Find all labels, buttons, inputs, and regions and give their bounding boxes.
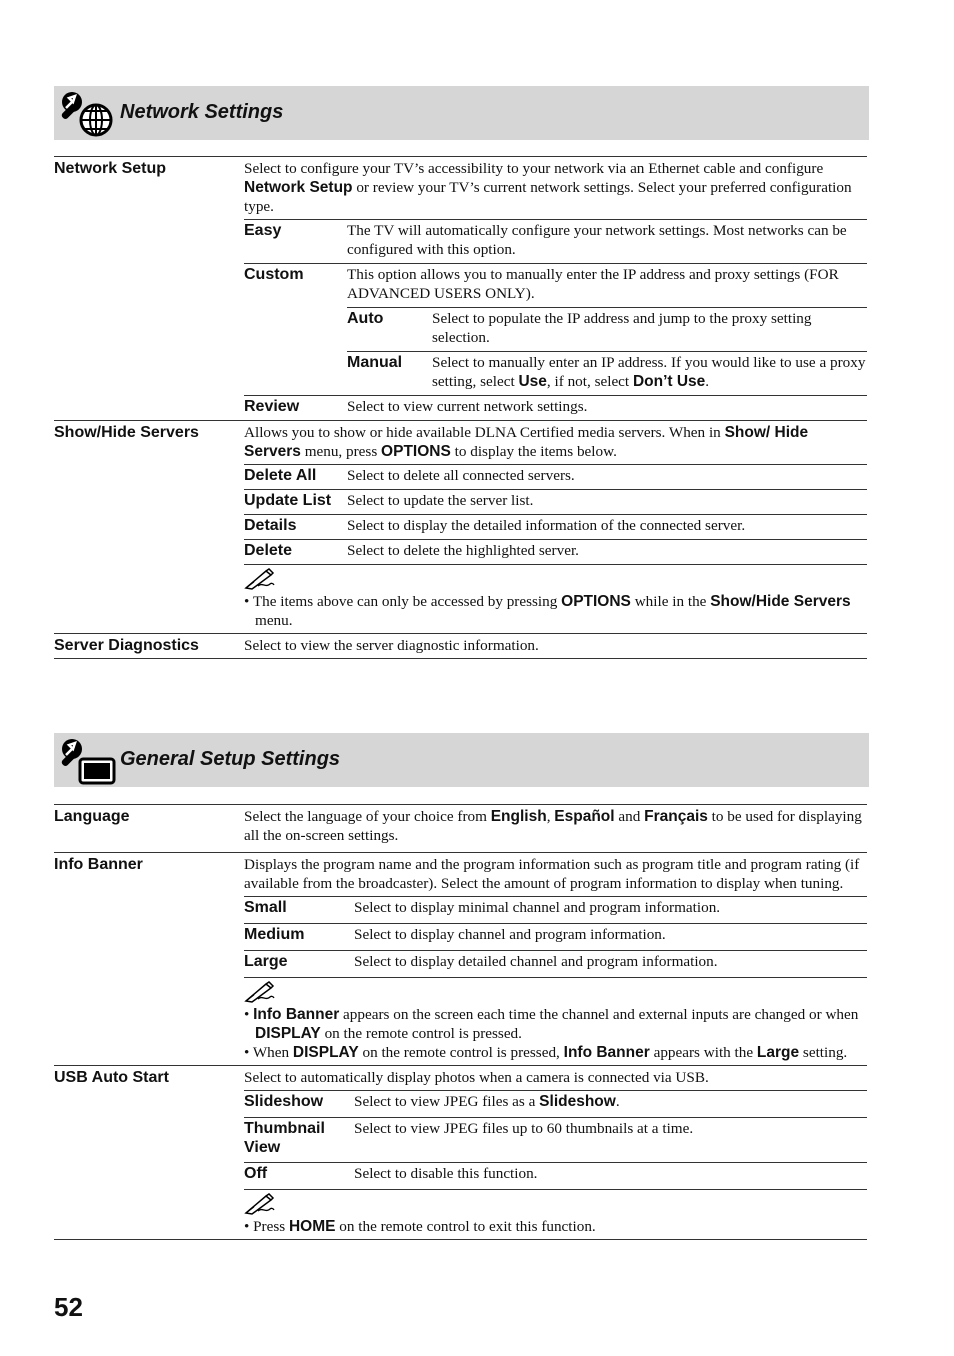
- delete-all-desc: Select to delete all connected servers.: [347, 467, 575, 484]
- info-banner-note: [244, 977, 867, 1065]
- large-desc: Select to display detailed channel and program information.: [354, 953, 718, 970]
- network-settings-table: [54, 156, 867, 659]
- usb-auto-start-label: USB Auto Start: [54, 1069, 169, 1086]
- auto-label: Auto: [347, 310, 384, 327]
- manual-desc: Select to manually enter an IP address. If you would like to use a proxy setting, select Use, if not, select Don’t Use.: [432, 354, 866, 390]
- language-label: Language: [54, 808, 130, 825]
- server-diagnostics-label: Server Diagnostics: [54, 637, 199, 654]
- update-list-desc: Select to update the server list.: [347, 492, 534, 509]
- language-desc: Select the language of your choice from English, Español and Français to be used for displaying all the on-screen settings.: [244, 808, 862, 844]
- note-pen-icon: [244, 568, 867, 592]
- info-banner-note-2: • When DISPLAY on the remote control is pressed, Info Banner appears with the Large setting.: [244, 1044, 848, 1061]
- info-banner-desc: Displays the program name and the program information such as program title and program rating (if available from the broadcaster). Select the amount of program information to display when tuning.: [244, 856, 860, 892]
- show-hide-servers-row: [54, 420, 867, 633]
- update-list-row: [244, 489, 867, 514]
- auto-row: [347, 307, 867, 351]
- details-row: [244, 514, 867, 539]
- auto-desc: Select to populate the IP address and jump to the proxy setting selection.: [432, 310, 812, 346]
- custom-row: [244, 263, 867, 395]
- network-setup-label: Network Setup: [54, 160, 167, 177]
- review-label: Review: [244, 398, 300, 415]
- manual-row: [347, 351, 867, 395]
- usb-note: [244, 1189, 867, 1239]
- medium-label: Medium: [244, 926, 305, 943]
- general-setup-table: [54, 804, 867, 1240]
- delete-desc: Select to delete the highlighted server.: [347, 542, 579, 559]
- slideshow-label: Slideshow: [244, 1093, 324, 1110]
- details-desc: Select to display the detailed information of the connected server.: [347, 517, 746, 534]
- server-diagnostics-desc: Select to view the server diagnostic information.: [244, 637, 539, 654]
- slideshow-row: [244, 1090, 867, 1117]
- update-list-label: Update List: [244, 492, 332, 509]
- thumbnail-view-label: Thumbnail View: [244, 1120, 325, 1156]
- network-setup-row: [54, 156, 867, 420]
- info-banner-label: Info Banner: [54, 856, 143, 873]
- manual-label: Manual: [347, 354, 403, 371]
- thumbnail-view-desc: Select to view JPEG files up to 60 thumbnails at a time.: [354, 1120, 694, 1137]
- note-pen-icon: [244, 1193, 867, 1217]
- thumbnail-view-row: [244, 1117, 867, 1162]
- server-diagnostics-row: [54, 633, 867, 659]
- show-hide-note-text: • The items above can only be accessed by pressing OPTIONS while in the Show/Hide Servers menu.: [244, 593, 851, 629]
- usb-auto-start-row: [54, 1065, 867, 1240]
- details-label: Details: [244, 517, 297, 534]
- general-setup-title: General Setup Settings: [120, 748, 341, 770]
- usb-note-text: • Press HOME on the remote control to exit this function.: [244, 1218, 596, 1235]
- language-row: [54, 804, 867, 852]
- delete-all-label: Delete All: [244, 467, 317, 484]
- network-settings-icon: [58, 90, 118, 143]
- large-row: [244, 950, 867, 977]
- general-setup-banner: [54, 733, 869, 787]
- small-row: [244, 896, 867, 923]
- usb-auto-start-desc: Select to automatically display photos when a camera is connected via USB.: [244, 1069, 709, 1086]
- network-setup-desc: Select to configure your TV’s accessibility to your network via an Ethernet cable and configure Network Setup or review your TV’s current network settings. Select your preferred configuration type.: [244, 160, 852, 215]
- network-settings-banner: [54, 86, 869, 140]
- custom-desc: This option allows you to manually enter the IP address and proxy settings (FOR ADVANCED USERS ONLY).: [347, 266, 839, 302]
- off-desc: Select to disable this function.: [354, 1165, 538, 1182]
- delete-label: Delete: [244, 542, 293, 559]
- off-row: [244, 1162, 867, 1189]
- medium-desc: Select to display channel and program information.: [354, 926, 666, 943]
- small-label: Small: [244, 899, 287, 916]
- easy-desc: The TV will automatically configure your network settings. Most networks can be configured with this option.: [347, 222, 847, 258]
- slideshow-desc: Select to view JPEG files as a Slideshow.: [354, 1093, 620, 1110]
- easy-row: [244, 219, 867, 263]
- show-hide-servers-label: Show/Hide Servers: [54, 424, 199, 441]
- general-setup-icon: [58, 737, 118, 790]
- review-row: [244, 395, 867, 420]
- delete-all-row: [244, 464, 867, 489]
- review-desc: Select to view current network settings.: [347, 398, 588, 415]
- large-label: Large: [244, 953, 288, 970]
- info-banner-note-1: • Info Banner appears on the screen each time the channel and external inputs are changed or when DISPLAY on the remote control is pressed.: [244, 1006, 859, 1042]
- medium-row: [244, 923, 867, 950]
- small-desc: Select to display minimal channel and program information.: [354, 899, 721, 916]
- custom-label: Custom: [244, 266, 304, 283]
- note-pen-icon: [244, 981, 867, 1005]
- off-label: Off: [244, 1165, 268, 1182]
- delete-row: [244, 539, 867, 564]
- page-number: 52: [54, 1292, 83, 1322]
- info-banner-row: [54, 852, 867, 1065]
- network-settings-title: Network Settings: [120, 101, 284, 123]
- show-hide-note: [244, 564, 867, 633]
- show-hide-servers-desc: Allows you to show or hide available DLNA Certified media servers. When in Show/ Hide Servers menu, press OPTIONS to display the items below.: [244, 424, 809, 460]
- easy-label: Easy: [244, 222, 282, 239]
